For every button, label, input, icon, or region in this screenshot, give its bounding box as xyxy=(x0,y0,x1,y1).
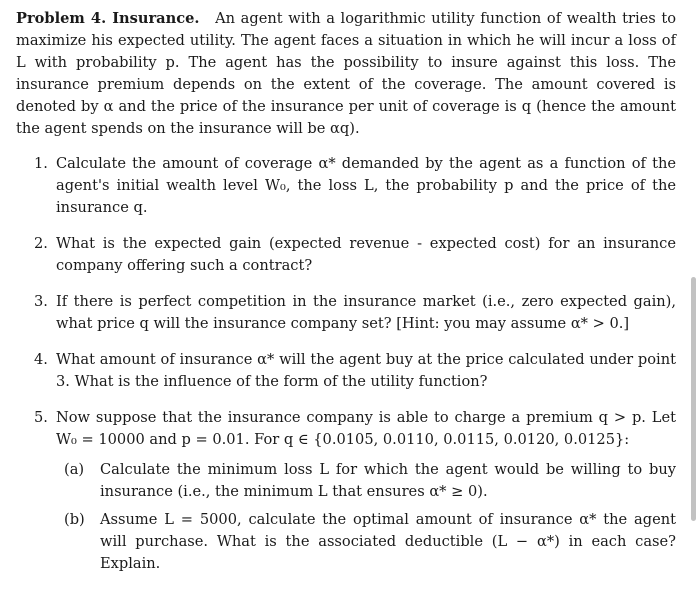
question-number: 2. xyxy=(34,235,48,252)
question-item xyxy=(16,233,676,277)
question-text: Now suppose that the insurance company is able to charge a premium q > p. Let W₀ = 10000 and p = 0.01. For q ∈ {0.0105, 0.0110, 0.0115, 0.0120, 0.0125}: xyxy=(56,409,676,448)
question-text: What is the expected gain (expected revenue - expected cost) for an insurance company offering such a contract? xyxy=(56,235,676,274)
question-text: If there is perfect competition in the insurance market (i.e., zero expected gain), what price q will the insurance company set? [Hint: you may assume α* > 0.] xyxy=(56,293,676,332)
vertical-scrollbar[interactable] xyxy=(691,277,696,521)
document-page xyxy=(16,8,676,595)
problem-intro-text: An agent with a logarithmic utility function of wealth tries to maximize his expected utility. The agent faces a situation in which he will incur a loss of L with probability p. The agent has the possibility to insure against this loss. The insurance premium depends on the extent of the coverage. The amount covered is denoted by α and the price of the insurance per unit of coverage is q (hence the amount the agent spends on the insurance will be αq). xyxy=(16,10,676,137)
subquestion-text: Assume L = 5000, calculate the optimal amount of insurance α* the agent will purchase. What is the associated deductible (L − α*) in each case? Explain. xyxy=(100,511,676,572)
question-number: 3. xyxy=(34,293,48,310)
question-number: 1. xyxy=(34,155,48,172)
question-item xyxy=(16,291,676,335)
subquestion-item xyxy=(56,509,676,575)
question-item xyxy=(16,349,676,393)
subquestion-label: (a) xyxy=(64,461,85,478)
question-number: 5. xyxy=(34,409,48,426)
question-body xyxy=(56,407,676,581)
problem-intro-paragraph xyxy=(16,8,676,140)
subquestion-item xyxy=(56,459,676,503)
question-text: What amount of insurance α* will the agent buy at the price calculated under point 3. What is the influence of the form of the utility function? xyxy=(56,351,676,390)
question-item xyxy=(16,153,676,219)
question-text: Calculate the amount of coverage α* demanded by the agent as a function of the agent's initial wealth level W₀, the loss L, the probability p and the price of the insurance q. xyxy=(56,155,676,216)
subquestion-list xyxy=(56,459,676,575)
question-item xyxy=(16,407,676,581)
subquestion-text: Calculate the minimum loss L for which the agent would be willing to buy insurance (i.e., the minimum L that ensures α* ≥ 0). xyxy=(100,461,676,500)
question-number: 4. xyxy=(34,351,48,368)
subquestion-label: (b) xyxy=(64,511,85,528)
problem-title: Problem 4. Insurance. xyxy=(16,10,200,27)
question-list xyxy=(16,153,676,581)
